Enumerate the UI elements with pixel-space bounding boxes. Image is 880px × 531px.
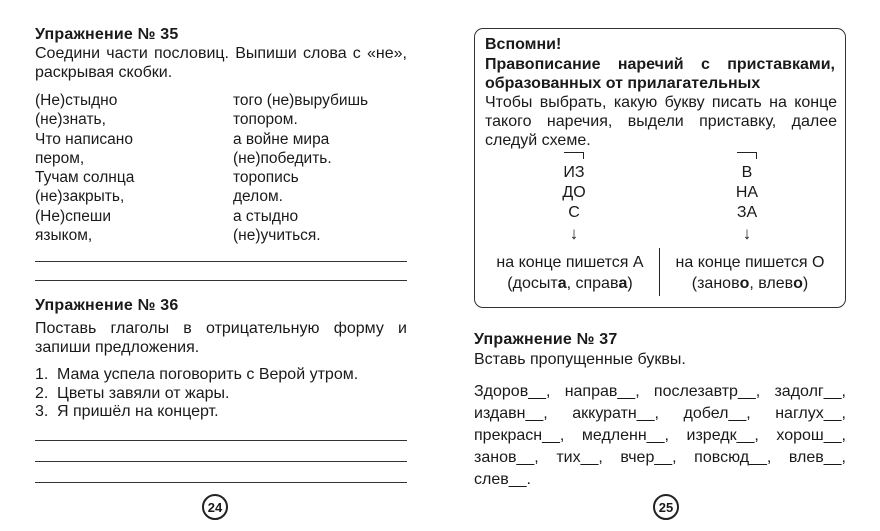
exercise-36-title: Упражнение № 36: [35, 297, 179, 314]
result-text: на конце пишется А: [496, 254, 644, 271]
proverb-end: торопись делом.: [233, 169, 299, 205]
proverb-end: того (не)вырубишь топором.: [233, 92, 369, 128]
proverb-start: (Не)спеши языком,: [35, 207, 111, 244]
list-item: [35, 403, 358, 422]
item-number: 3.: [35, 403, 49, 420]
answer-line[interactable]: [35, 261, 407, 262]
proverb-row: [35, 207, 415, 246]
prefix: В: [741, 164, 753, 181]
prefix: ДО: [562, 184, 586, 201]
rule-text: Чтобы выбрать, какую букву писать на конце такого наречия, выдели приставку, далее следуй схеме.: [485, 94, 837, 149]
exercise-36-task: Поставь глаголы в отрицательную форму и запиши предложения.: [35, 320, 407, 356]
exercise-37-words: Здоров__, направ__, послезавтр__, задолг__, издавн__, аккуратн__, добел__, наглух__, прекрасн__, медленн__, изредк__, хорош__, занов__, тих__, вчер__, повсюд__, влев__, слев__.: [474, 383, 846, 488]
proverb-row: [35, 130, 415, 169]
item-text: Цветы завяли от жары.: [57, 384, 230, 402]
item-number: 2.: [35, 384, 49, 402]
prefix: ЗА: [736, 204, 758, 221]
list-item: [35, 366, 358, 385]
arrow-down-icon: ↓: [569, 224, 579, 243]
page-number: 24: [202, 494, 228, 520]
answer-line[interactable]: [35, 440, 407, 441]
proverb-row: [35, 168, 415, 207]
exercise-35-title: Упражнение № 35: [35, 26, 179, 43]
proverb-start: (Не)стыдно (не)знать,: [35, 92, 118, 128]
exercise-37-task: Вставь пропущенные буквы.: [474, 351, 686, 368]
prefix-mark-icon: [737, 152, 757, 159]
prefix: НА: [735, 184, 759, 201]
answer-line[interactable]: [35, 280, 407, 281]
scheme-divider: [659, 248, 660, 296]
exercise-35-task: Соедини части пословиц. Выпиши слова с «не», раскрывая скобки.: [35, 45, 407, 81]
rule-title: Вспомни!: [485, 36, 562, 53]
scheme-left-result: [484, 252, 656, 294]
scheme-right-result: [661, 252, 839, 294]
arrow-down-icon: ↓: [742, 224, 752, 243]
rule-subtitle: Правописание наречий с приставками, образованных от прилагательных: [485, 56, 835, 92]
prefix-mark-icon: [564, 152, 584, 159]
page-number: 25: [653, 494, 679, 520]
prefix: ИЗ: [563, 164, 585, 181]
result-example: (заново, влево): [691, 275, 809, 292]
proverb-row: [35, 91, 415, 130]
item-text: Я пришёл на концерт.: [57, 403, 219, 420]
scheme-right-column: [687, 152, 807, 245]
exercise-37-title: Упражнение № 37: [474, 331, 618, 348]
proverb-parts: [35, 91, 415, 245]
item-text: Мама успела поговорить с Верой утром.: [57, 366, 359, 383]
proverb-start: Что написано пером,: [35, 130, 133, 167]
result-text: на конце пишется О: [675, 254, 825, 271]
scheme-left-column: [514, 152, 634, 245]
answer-line[interactable]: [35, 482, 407, 483]
list-item: [35, 385, 358, 404]
proverb-end: а войне мира (не)победить.: [233, 130, 332, 167]
prefix: С: [568, 204, 580, 221]
result-example: (досыта, справа): [507, 275, 633, 292]
sentence-list: [35, 366, 358, 422]
item-number: 1.: [35, 366, 49, 383]
proverb-end: а стыдно (не)учиться.: [233, 207, 321, 244]
answer-line[interactable]: [35, 461, 407, 462]
proverb-start: Тучам солнца (не)закрыть,: [35, 169, 135, 205]
